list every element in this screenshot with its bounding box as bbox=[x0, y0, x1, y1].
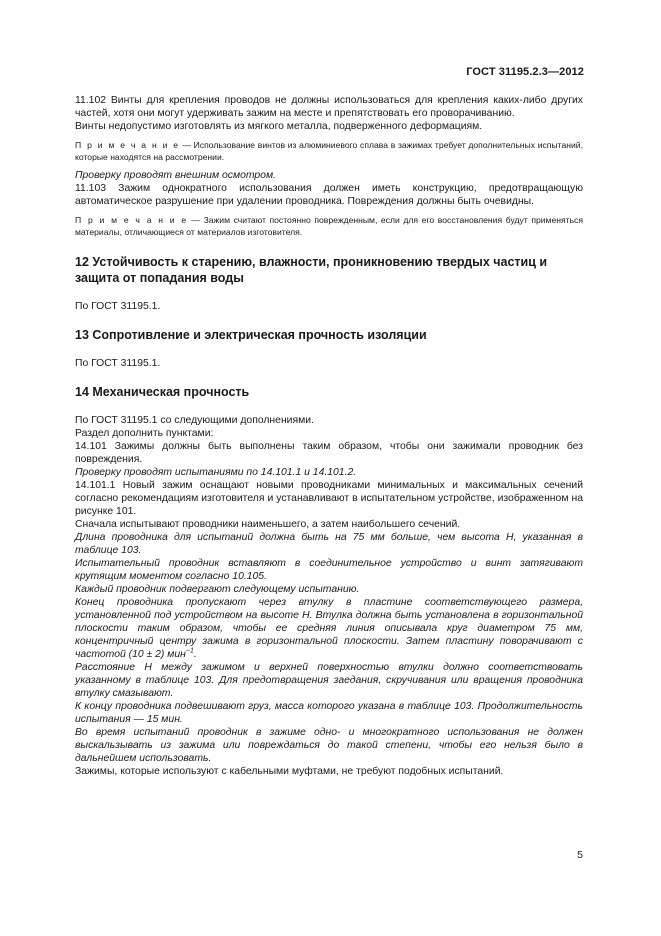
paragraph-distance-h: Расстояние H между зажимом и верхней поверхностью втулки должно соответствовать указанному в таблице 103. Для предотвращения заедания, скручивания или вращения проводника втулку смазывают. bbox=[75, 662, 583, 699]
paragraph-14-101: 14.101 Зажимы должны быть выполнены таким образом, чтобы они зажимали проводник без повреждения. bbox=[75, 441, 583, 465]
paragraph-torque: Испытательный проводник вставляют в соединительное устройство и винт затягивают крутящим моментом согласно 10.105. bbox=[75, 558, 583, 582]
paragraph-cable-joints: Зажимы, которые используют с кабельными муфтами, не требуют подобных испытаний. bbox=[75, 766, 504, 777]
paragraph-slip: Во время испытаний проводник в зажиме одно- и многократного использования не должен выскальзывать из зажима или повреждаться до такой степени, чтобы его нельзя было в дальнейшем использовать. bbox=[75, 727, 583, 764]
section-12-text: По ГОСТ 31195.1. bbox=[75, 301, 161, 312]
paragraph-weight: К концу проводника подвешивают груз, масса которого указана в таблице 103. Продолжительность испытания — 15 мин. bbox=[75, 701, 583, 725]
section-12-title: 12 Устойчивость к старению, влажности, проникновению твердых частиц и защита от попадания воды bbox=[75, 255, 548, 285]
paragraph-visual-check: Проверку проводят внешним осмотром. bbox=[75, 170, 276, 181]
page-number: 5 bbox=[577, 849, 583, 861]
paragraph-14-101-1: 14.101.1 Новый зажим оснащают новыми проводниками минимальных и максимальных сечений согласно рекомендациям изготовителя и устанавливают в испытательном устройстве, изображенном на рисунке 101. bbox=[75, 480, 583, 517]
section-13-title: 13 Сопротивление и электрическая прочность изоляции bbox=[75, 328, 427, 342]
section-14-intro: По ГОСТ 31195.1 со следующими дополнениями. bbox=[75, 415, 314, 426]
paragraph-11-103: 11.103 Зажим однократного использования должен иметь конструкцию, предотвращающую автоматическое разрушение при удалении проводника. Повреждения должны быть очевидны. bbox=[75, 183, 583, 207]
section-14-title: 14 Механическая прочность bbox=[75, 385, 250, 399]
paragraph-sequence: Сначала испытывают проводники наименьшего, а затем наибольшего сечений. bbox=[75, 519, 461, 530]
section-13-text: По ГОСТ 31195.1. bbox=[75, 358, 161, 369]
document-header: ГОСТ 31195.2.3—2012 bbox=[466, 66, 584, 78]
paragraph-each-conductor: Каждый проводник подвергают следующему испытанию. bbox=[75, 584, 360, 595]
paragraph-soft-metal: Винты недопустимо изготовлять из мягкого металла, подверженного деформациям. bbox=[75, 121, 483, 132]
paragraph-conductor-length: Длина проводника для испытаний должна быть на 75 мм больше, чем высота H, указанная в таблице 103. bbox=[75, 532, 583, 556]
note-damaged-clamp: П р и м е ч а н и е — Зажим считают постоянно поврежденным, если для его восстановления будут применяться материалы, отличающиеся от материалов изготовителя. bbox=[75, 215, 583, 237]
paragraph-bushing: Конец проводника пропускают через втулку в пластине соответствующего размера, установленной под устройством на высоте H. Втулка должна быть установлена в горизонтальной плоскости таким образом, чтобы ее средняя линия описывала круг диаметром 75 мм, концентричный центру зажима в горизонтальной плоскости. Затем пластину поворачивают с частотой (10 ± 2) мин$^{-1}$. bbox=[75, 597, 583, 660]
page-body bbox=[75, 94, 583, 778]
note-aluminium-screws: П р и м е ч а н и е — Использование винтов из алюминиевого сплава в зажимах требует дополнительных испытаний, которые находятся на рассмотрении. bbox=[75, 140, 583, 162]
paragraph-11-102: 11.102 Винты для крепления проводов не должны использоваться для крепления каких-либо других частей, хотя они могут удерживать зажим на месте и препятствовать его проворачиванию. bbox=[75, 95, 583, 119]
paragraph-14-101-check: Проверку проводят испытаниями по 14.101.1 и 14.101.2. bbox=[75, 467, 357, 478]
section-14-add-items: Раздел дополнить пунктами: bbox=[75, 428, 214, 439]
